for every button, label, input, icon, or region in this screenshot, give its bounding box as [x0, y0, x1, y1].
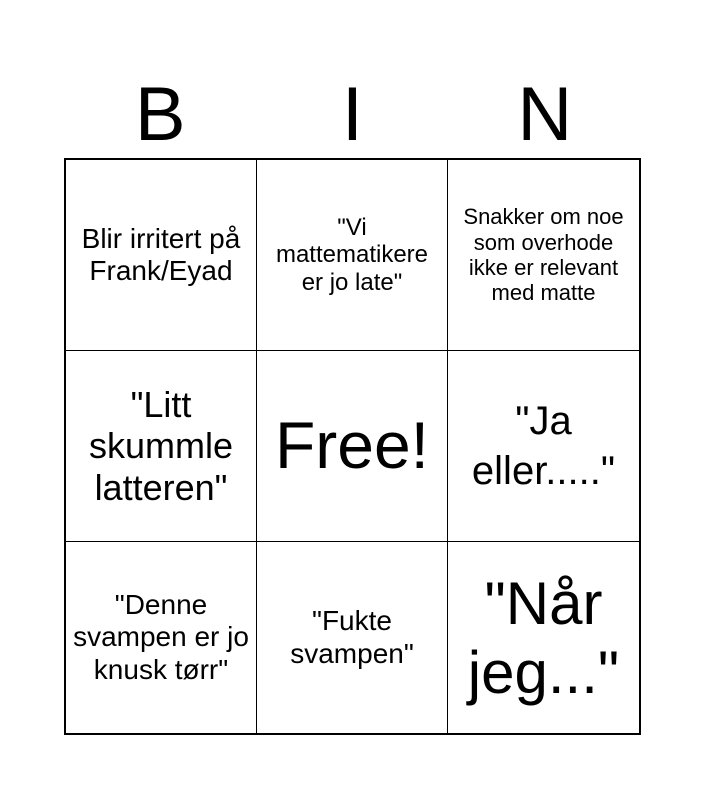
bingo-cell-r2-c1[interactable]: "Litt skummle latteren" — [66, 351, 257, 542]
header-letter-b: B — [134, 72, 186, 157]
bingo-cell-r3-c1[interactable]: "Denne svampen er jo knusk tørr" — [66, 542, 257, 733]
bingo-cell-free[interactable]: Free! — [257, 351, 448, 542]
bingo-grid — [64, 158, 641, 735]
bingo-cell-r3-c2[interactable]: "Fukte svampen" — [257, 542, 448, 733]
bingo-header — [64, 72, 641, 158]
bingo-cell-r1-c1[interactable]: Blir irritert på Frank/Eyad — [66, 160, 257, 351]
bingo-cell-r3-c3[interactable]: "Når jeg..." — [467, 569, 620, 706]
bingo-cell-r1-c3[interactable]: Snakker om noe som overhode ikke er relevant med matte — [448, 160, 639, 351]
header-letter-i: I — [341, 72, 364, 157]
bingo-cell-r1-c2[interactable]: "Vi mattematikere er jo late" — [257, 160, 448, 351]
header-letter-n: N — [517, 72, 573, 157]
bingo-cell-r2-c3[interactable]: "Ja eller....." — [448, 351, 639, 542]
